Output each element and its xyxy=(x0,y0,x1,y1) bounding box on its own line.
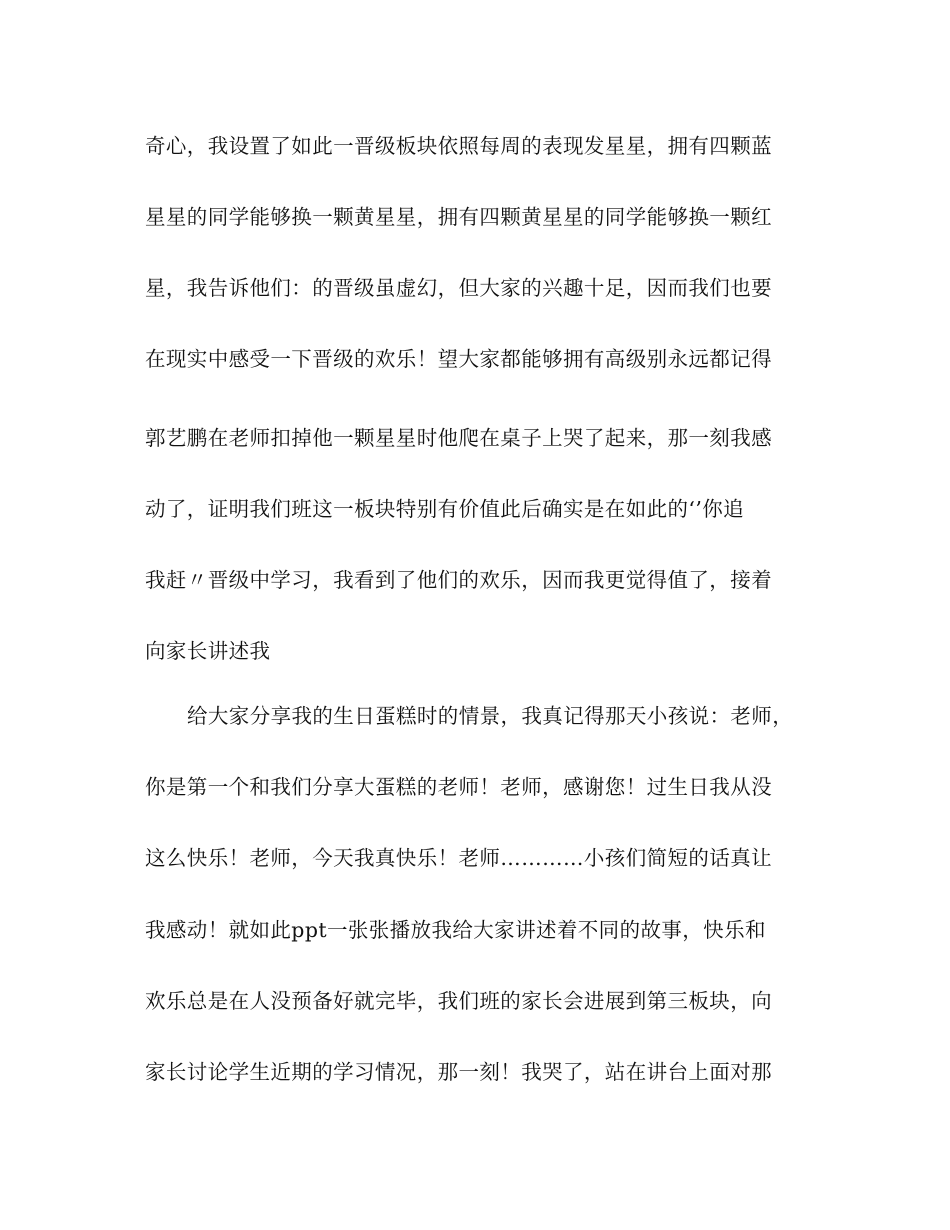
text-line: 你是第一个和我们分享大蛋糕的老师！老师，感谢您！过生日我从没 xyxy=(145,775,772,799)
text-line: 动了，证明我们班这一板块特别有价值此后确实是在如此的‘’你追 xyxy=(145,497,745,521)
text-line: 这么快乐！老师，今天我真快乐！老师…………小孩们简短的话真让 xyxy=(145,846,772,870)
text-line: 星星的同学能够换一颗黄星星，拥有四颗黄星星的同学能够换一颗红 xyxy=(145,205,772,229)
text-line: 欢乐总是在人没预备好就完毕，我们班的家长会进展到第三板块，向 xyxy=(145,989,772,1013)
text-line: 给大家分享我的生日蛋糕时的情景，我真记得那天小孩说：老师， xyxy=(187,704,794,728)
text-line: 郭艺鹏在老师扣掉他一颗星星时他爬在桌子上哭了起来，那一刻我感 xyxy=(145,426,772,450)
text-line: 我赶〃晋级中学习，我看到了他们的欢乐，因而我更觉得值了，接着 xyxy=(145,568,772,592)
text-line: 我感动！就如此ppt一张张播放我给大家讲述着不同的故事，快乐和 xyxy=(145,918,766,942)
text-line: 向家长讲述我 xyxy=(145,639,271,663)
text-line: 奇心，我设置了如此一晋级板块依照每周的表现发星星，拥有四颗蓝 xyxy=(145,134,772,158)
text-line: 星，我告诉他们：的晋级虽虚幻，但大家的兴趣十足，因而我们也要 xyxy=(145,276,772,300)
text-line: 在现实中感受一下晋级的欢乐！望大家都能够拥有高级别永远都记得 xyxy=(145,347,772,371)
text-line: 家长讨论学生近期的学习情况，那一刻！我哭了，站在讲台上面对那 xyxy=(145,1060,772,1084)
